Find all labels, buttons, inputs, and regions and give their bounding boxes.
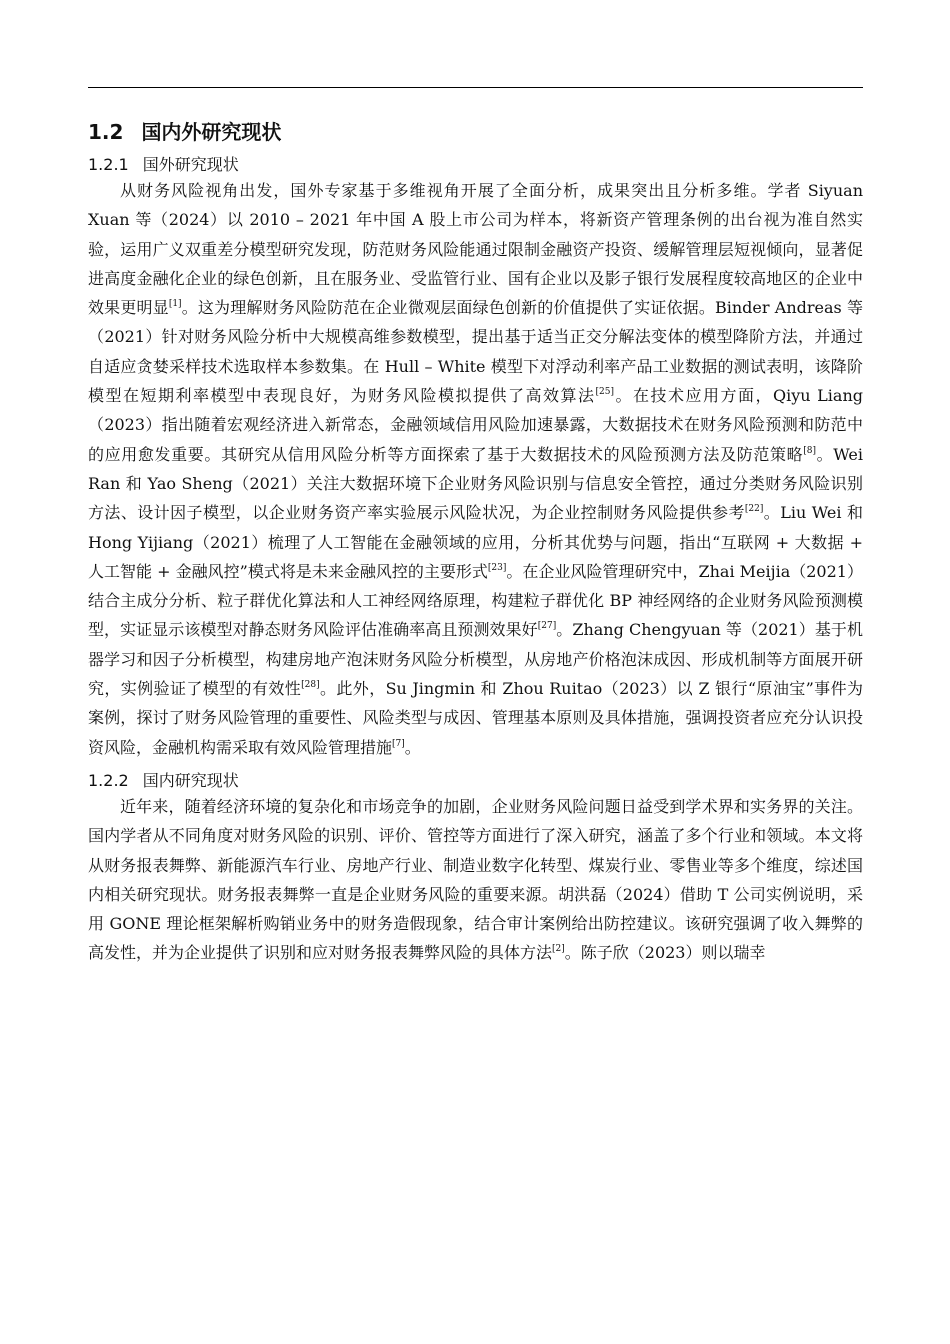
section-number: 1.2: [88, 120, 124, 144]
paragraph-text: 。Liu Wei 和 Hong Yijiang（2021）梳理了人工智能在金融领域的应用，分析其优势与问题，指出“互联网 + 大数据 + 人工智能 + 金融风控”模式将是未来金融风控的主要形式: [88, 503, 863, 581]
paragraph-text: 。在企业风险管理研究中，Zhai Meijia（2021）结合主成分分析、粒子群优化算法和人工神经网络原理，构建粒子群优化 BP 神经网络的企业财务风险预测模型，实证显示该模型对静态财务风险评估准确率高且预测效果好: [88, 561, 863, 640]
subsection-title-domestic: 国内研究现状: [142, 770, 239, 790]
citation-ref: [23]: [487, 562, 507, 573]
paragraph-text: 。陈子欣（2023）则以瑞幸: [564, 943, 766, 963]
citation-ref: [22]: [744, 504, 764, 515]
citation-ref: [27]: [537, 621, 557, 632]
paragraph-text: 从财务风险视角出发，国外专家基于多维视角开展了全面分析，成果突出且分析多维。学者 Siyuan Xuan 等（2024）以 2010 – 2021 年中国 A 股上市公司为样本，将新资产管理条例的出台视为准自然实验，运用广义双重差分模型研究发现，防范财务风险能通过限制金融资产投资、缓解管理层短视倾向，显著促进高度金融化企业的绿色创新，且在服务业、受监管行业、国有企业以及影子银行发展程度较高地区的企业中效果更明显: [88, 181, 863, 318]
paragraph-text: 。这为理解财务风险防范在企业微观层面绿色创新的价值提供了实证依据。Binder Andreas 等（2021）针对财务风险分析中大规模高维参数模型，提出基于适当正交分解法变体的模型降阶方法，并通过自适应贪婪采样技术选取样本参数集。在 Hull – White 模型下对浮动利率产品工业数据的测试表明，该降阶模型在短期利率模型中表现良好，为财务风险模拟提供了高效算法: [88, 298, 863, 406]
citation-ref: [25]: [595, 387, 614, 398]
citation-ref: [2]: [552, 944, 565, 955]
paragraph-domestic: [88, 792, 863, 968]
section-title: 国内外研究现状: [141, 120, 282, 144]
citation-ref: [28]: [301, 680, 320, 691]
header-rule: [88, 87, 863, 88]
subsection-heading-domestic: [88, 770, 863, 792]
citation-ref: [7]: [392, 738, 405, 749]
paragraph-text: 。Zhang Chengyuan 等（2021）基于机器学习和因子分析模型，构建房地产泡沫财务风险分析模型，从房地产价格泡沫成因、形成机制等方面展开研究，实例验证了模型的有效性: [88, 620, 863, 699]
subsection-number-domestic: 1.2.2: [88, 770, 129, 790]
paragraph-text: 。Wei Ran 和 Yao Sheng（2021）关注大数据环境下企业财务风险识别与信息安全管控，通过分类财务风险识别方法、设计因子模型，以企业财务资产率实验展示风险状况，为企业控制财务风险提供参考: [88, 444, 863, 523]
citation-ref: [8]: [803, 445, 816, 456]
paragraph-text: 。在技术应用方面，Qiyu Liang（2023）指出随着宏观经济进入新常态，金融领域信用风险加速暴露，大数据技术在财务风险预测和防范中的应用愈发重要。其研究从信用风险分析等方面探索了基于大数据技术的风险预测方法及防范策略: [88, 386, 863, 464]
section-heading: [88, 118, 863, 146]
subsection-heading-foreign: [88, 154, 863, 176]
subsection-number-foreign: 1.2.1: [88, 155, 129, 174]
paragraph-text: 近年来，随着经济环境的复杂化和市场竞争的加剧，企业财务风险问题日益受到学术界和实务界的关注。国内学者从不同角度对财务风险的识别、评价、管控等方面进行了深入研究，涵盖了多个行业和领域。本文将从财务报表舞弊、新能源汽车行业、房地产行业、制造业数字化转型、煤炭行业、零售业等多个维度，综述国内相关研究现状。财务报表舞弊一直是企业财务风险的重要来源。胡洪磊（2024）借助 T 公司实例说明，采用 GONE 理论框架解析购销业务中的财务造假现象，结合审计案例给出防控建议。该研究强调了收入舞弊的高发性，并为企业提供了识别和应对财务报表舞弊风险的具体方法: [88, 796, 863, 963]
subsection-title-foreign: 国外研究现状: [142, 155, 239, 174]
paragraph-text: 。此外，Su Jingmin 和 Zhou Ruitao（2023）以 Z 银行“原油宝”事件为案例，探讨了财务风险管理的重要性、风险类型与成因、管理基本原则及具体措施，强调投资者应充分认识投资风险，金融机构需采取有效风险管理措施: [88, 679, 863, 757]
paragraph-foreign: [88, 176, 863, 762]
document-body: [88, 118, 863, 968]
paragraph-text: 。: [404, 737, 421, 757]
citation-ref: [1]: [168, 299, 182, 310]
